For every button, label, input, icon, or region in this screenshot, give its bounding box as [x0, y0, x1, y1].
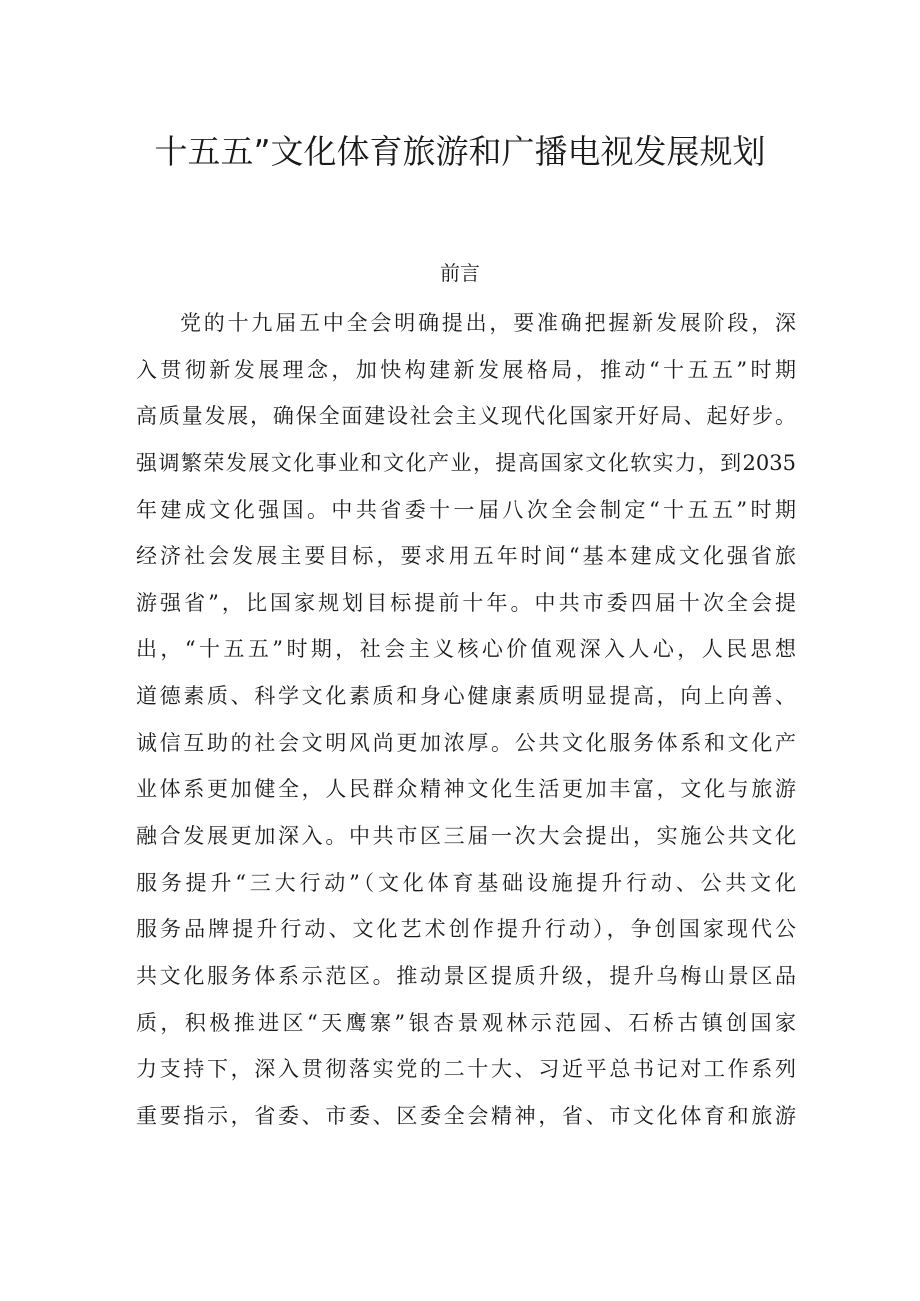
paragraph-line: 力支持下，深入贯彻落实党的二十大、习近平总书记对工作系列 — [136, 1057, 796, 1082]
paragraph-line: 强调繁荣发展文化事业和文化产业，提高国家文化软实力，到2035 — [136, 450, 796, 475]
paragraph-line: 道德素质、科学文化素质和身心健康素质明显提高，向上向善、 — [136, 684, 796, 709]
paragraph-line: 年建成文化强国。中共省委十一届八次全会制定“十五五”时期 — [136, 497, 796, 522]
body-paragraph — [136, 300, 796, 1140]
document-title: 十五五”文化体育旅游和广播电视发展规划 — [154, 132, 766, 171]
paragraph-line: 服务提升“三大行动”（文化体育基础设施提升行动、公共文化 — [136, 870, 796, 895]
section-heading-preface: 前言 — [440, 261, 480, 285]
paragraph-line: 党的十九届五中全会明确提出，要准确把握新发展阶段，深 — [180, 311, 796, 335]
paragraph-line: 业体系更加健全，人民群众精神文化生活更加丰富，文化与旅游 — [136, 777, 796, 802]
paragraph-line: 重要指示，省委、市委、区委全会精神，省、市文化体育和旅游 — [136, 1103, 796, 1128]
paragraph-line: 出，“十五五”时期，社会主义核心价值观深入人心，人民思想 — [136, 637, 796, 662]
paragraph-line: 游强省”，比国家规划目标提前十年。中共市委四届十次全会提 — [136, 590, 796, 615]
paragraph-line: 经济社会发展主要目标，要求用五年时间“基本建成文化强省旅 — [136, 544, 796, 569]
paragraph-line: 高质量发展，确保全面建设社会主义现代化国家开好局、起好步。 — [136, 404, 796, 429]
paragraph-line: 共文化服务体系示范区。推动景区提质升级，提升乌梅山景区品 — [136, 963, 796, 988]
paragraph-line: 融合发展更加深入。中共市区三届一次大会提出，实施公共文化 — [136, 824, 796, 849]
paragraph-line: 服务品牌提升行动、文化艺术创作提升行动），争创国家现代公 — [136, 917, 796, 942]
paragraph-line: 入贯彻新发展理念，加快构建新发展格局，推动“十五五”时期 — [136, 357, 796, 382]
paragraph-line: 诚信互助的社会文明风尚更加浓厚。公共文化服务体系和文化产 — [136, 730, 796, 755]
paragraph-line: 质，积极推进区“天鹰寨”银杏景观林示范园、石桥古镇创国家 — [136, 1010, 796, 1035]
